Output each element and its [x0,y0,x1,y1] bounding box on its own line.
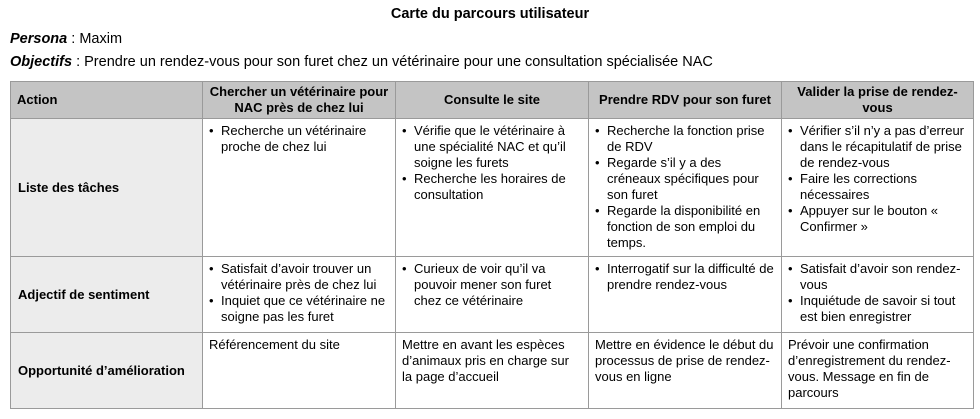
objective-separator: : [76,54,85,70]
header-step-search-vet: Chercher un vétérinaire pour NAC près de chez lui [203,82,396,119]
persona-label: Persona [10,31,68,47]
list-item: • Curieux de voir qu’il va pouvoir mener son furet chez ce vétérinaire [402,261,582,309]
journey-map-table [10,81,974,409]
cell-tasks-1 [203,119,396,257]
header-step-book: Prendre RDV pour son furet [589,82,782,119]
cell-tasks-2 [396,119,589,257]
list-item: • Inquiet que ce vétérinaire ne soigne pas les furet [209,293,389,325]
cell-feelings-3 [589,257,782,333]
cell-tasks-4 [782,119,974,257]
page-title: Carte du parcours utilisateur [390,6,590,22]
list-item: • Recherche un vétérinaire proche de chez lui [209,123,389,155]
header-step-validate: Valider la prise de rendez-vous [782,82,974,119]
cell-feelings-1 [203,257,396,333]
list-item: • Vérifier s’il n’y a pas d’erreur dans le récapitulatif de prise de rendez-vous [788,123,967,171]
objective-value: Prendre un rendez-vous pour son furet chez un vétérinaire pour une consultation spécialisée NAC [84,54,713,70]
persona-line [10,30,122,48]
list-item: • Appuyer sur le bouton « Confirmer » [788,203,967,235]
table-row-tasks [11,119,974,257]
objective-line [10,53,713,71]
row-label-feelings: Adjectif de sentiment [11,257,203,333]
cell-opportunity-1: Référencement du site [203,333,396,409]
list-item: • Vérifie que le vétérinaire à une spécialité NAC et qu’il soigne les furets [402,123,582,171]
row-label-tasks: Liste des tâches [11,119,203,257]
list-item: • Satisfait d’avoir trouver un vétérinaire près de chez lui [209,261,389,293]
table-row-feelings [11,257,974,333]
list-item: • Inquiétude de savoir si tout est bien enregistrer [788,293,967,325]
list-item: • Recherche la fonction prise de RDV [595,123,775,155]
list-item: • Recherche les horaires de consultation [402,171,582,203]
cell-opportunity-2: Mettre en avant les espèces d’animaux pris en charge sur la page d’accueil [396,333,589,409]
persona-separator: : [71,31,80,47]
header-action: Action [11,82,203,119]
list-item: • Interrogatif sur la difficulté de prendre rendez-vous [595,261,775,293]
persona-value: Maxim [79,31,123,47]
row-label-opportunities: Opportunité d’amélioration [11,333,203,409]
cell-opportunity-4: Prévoir une confirmation d’enregistrement du rendez-vous. Message en fin de parcours [782,333,974,409]
cell-opportunity-3: Mettre en évidence le début du processus de prise de rendez-vous en ligne [589,333,782,409]
cell-feelings-2 [396,257,589,333]
cell-tasks-3 [589,119,782,257]
header-step-visit-site: Consulte le site [396,82,589,119]
table-header-row [11,82,974,119]
list-item: • Faire les corrections nécessaires [788,171,967,203]
cell-feelings-4 [782,257,974,333]
list-item: • Regarde s’il y a des créneaux spécifiques pour son furet [595,155,775,203]
list-item: • Regarde la disponibilité en fonction de son emploi du temps. [595,203,775,251]
objective-label: Objectifs [10,54,73,70]
table-row-opportunities [11,333,974,409]
list-item: • Satisfait d’avoir son rendez-vous [788,261,967,293]
